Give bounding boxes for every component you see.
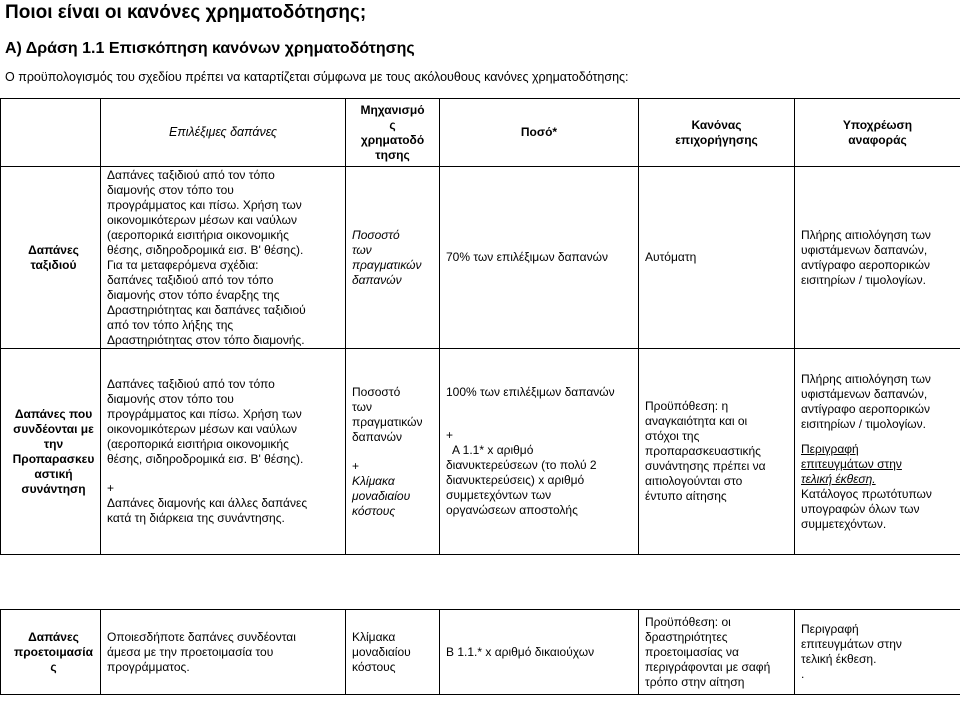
header-row bbox=[1, 99, 960, 167]
table-gap-row bbox=[1, 555, 960, 610]
travel-eligible-costs: Δαπάνες ταξιδιού από τον τόπο διαμονής στον τόπο του προγράμματος και πίσω. Χρήση των οικονομικότερων μέσων και ναύλων (αεροπορικά εισιτήρια οικονομικής θέσης, σιδηροδρομικά εισ. Β' θέσης). Για τα μεταφερόμενα σχέδια: δαπάνες ταξιδιού από τον τόπο διαμονής στον τόπο έναρξης της Δραστηριότητας και δαπάνες ταξιδιού από τον τόπο λήξης της Δραστηριότητας στον τόπο διαμονής. bbox=[101, 167, 346, 349]
prep-funding-mechanism: Κλίμακα μοναδιαίου κόστους bbox=[346, 610, 440, 695]
travel-amount: 70% των επιλέξιμων δαπανών bbox=[440, 167, 639, 349]
row-label-meeting: Δαπάνες που συνδέονται με την Προπαρασκευ αστική συνάντηση bbox=[1, 349, 101, 555]
meeting-reporting: Πλήρης αιτιολόγηση των υφιστάμενων δαπανών, αντίγραφο αεροπορικών εισιτηρίων / τιμολογίων. Περιγραφή επιτευγμάτων στην τελική έκθεση. Κατάλογος πρωτότυπων υπογραφών όλων των συμμετεχόντων. bbox=[795, 349, 960, 555]
table-row-meeting bbox=[1, 349, 960, 555]
header-funding-mechanism: Μηχανισμό ς χρηματοδό τησης bbox=[346, 99, 440, 167]
meeting-amount: 100% των επιλέξιμων δαπανών + Α 1.1* x αριθμό διανυκτερεύσεων (το πολύ 2 διανυκτερεύσεις) x αριθμό συμμετεχόντων των οργανώσεων αποστολής bbox=[440, 349, 639, 555]
prep-grant-rule: Προϋπόθεση: οι δραστηριότητες προετοιμασίας να περιγράφονται με σαφή τρόπο στην αίτηση bbox=[639, 610, 795, 695]
header-eligible-costs: Επιλέξιμες δαπάνες bbox=[101, 99, 346, 167]
meeting-funding-mechanism: Ποσοστό των πραγματικών δαπανών + Κλίμακα μοναδιαίου κόστους bbox=[346, 349, 440, 555]
travel-grant-rule: Αυτόματη bbox=[639, 167, 795, 349]
intro-text: Ο προϋπολογισμός του σχεδίου πρέπει να καταρτίζεται σύμφωνα με τους ακόλουθους κανόνες χρηματοδότησης: bbox=[5, 70, 629, 84]
page-title: Ποιοι είναι οι κανόνες χρηματοδότησης; bbox=[5, 2, 367, 23]
table-gap bbox=[1, 555, 960, 610]
prep-eligible-costs: Οποιεσδήποτε δαπάνες συνδέονται άμεσα με την προετοιμασία του προγράμματος. bbox=[101, 610, 346, 695]
meeting-grant-rule: Προϋπόθεση: η αναγκαιότητα και οι στόχοι της προπαρασκευαστικής συνάντησης πρέπει να αιτιολογούνται στο έντυπο αίτησης bbox=[639, 349, 795, 555]
row-label-preparation: Δαπάνες προετοιμασία ς bbox=[1, 610, 101, 695]
travel-reporting: Πλήρης αιτιολόγηση των υφιστάμενων δαπανών, αντίγραφο αεροπορικών εισιτηρίων / τιμολογίων. bbox=[795, 167, 960, 349]
header-grant-rule: Κανόνας επιχορήγησης bbox=[639, 99, 795, 167]
table-row-travel bbox=[1, 167, 960, 349]
table-row-preparation bbox=[1, 610, 960, 695]
header-empty-cell bbox=[1, 99, 101, 167]
prep-amount: Β 1.1.* x αριθμό δικαιούχων bbox=[440, 610, 639, 695]
header-amount: Ποσό* bbox=[440, 99, 639, 167]
meeting-eligible-costs: Δαπάνες ταξιδιού από τον τόπο διαμονής στον τόπο του προγράμματος και πίσω. Χρήση των οικονομικότερων μέσων και ναύλων (αεροπορικά εισιτήρια οικονομικής θέσης, σιδηροδρομικά εισ. Β' θέσης). + Δαπάνες διαμονής και άλλες δαπάνες κατά τη διάρκεια της συνάντησης. bbox=[101, 349, 346, 555]
header-reporting-obligation: Υποχρέωση αναφοράς bbox=[795, 99, 960, 167]
prep-reporting: Περιγραφή επιτευγμάτων στην τελική έκθεση. . bbox=[795, 610, 960, 695]
funding-rules-table bbox=[0, 98, 960, 695]
row-label-travel: Δαπάνες ταξιδιού bbox=[1, 167, 101, 349]
travel-funding-mechanism: Ποσοστό των πραγματικών δαπανών bbox=[346, 167, 440, 349]
section-heading: Α) Δράση 1.1 Επισκόπηση κανόνων χρηματοδότησης bbox=[5, 40, 415, 57]
